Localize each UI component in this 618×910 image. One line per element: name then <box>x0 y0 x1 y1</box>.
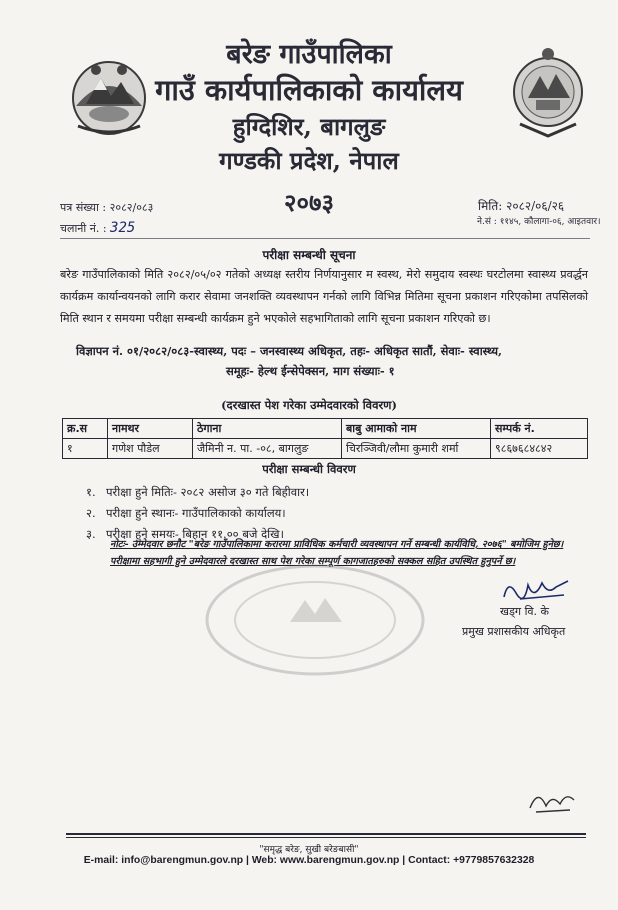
office-name: गाउँ कार्यपालिकाको कार्यालय <box>155 73 463 107</box>
signer-name: खड्ग वि. के <box>500 605 549 618</box>
letter-number-value: २०८२/०८३ <box>109 201 154 214</box>
col-address: ठेगाना <box>193 419 342 439</box>
list-item-number: १. <box>86 485 96 499</box>
cell-parents: चिरञ्जिवी/लौमा कुमारी शर्मा <box>342 439 491 459</box>
office-address: हुग्दिशिर, बागलुङ <box>232 112 386 141</box>
list-item <box>86 503 309 524</box>
bottom-initials <box>526 786 578 816</box>
candidates-table <box>62 418 588 459</box>
date-label: मिति: <box>478 199 503 213</box>
handwritten-signature <box>498 575 578 605</box>
candidates-title: (दरखास्त पेश गरेका उम्मेदवारको विवरण) <box>221 398 397 412</box>
list-item-text: परीक्षा हुने समयः- बिहान ११.०० बजे देखि। <box>106 527 284 541</box>
col-serial: क्र.स <box>63 419 108 439</box>
footer-rule <box>66 833 586 835</box>
col-contact: सम्पर्क नं. <box>491 419 588 439</box>
cell-name: गणेश पौडेल <box>108 439 193 459</box>
list-item-number: ३. <box>86 527 96 541</box>
footer-rule-thin <box>66 837 586 838</box>
list-item <box>86 482 309 503</box>
office-stamp-watermark <box>200 560 430 680</box>
dispatch-number-value: 325 <box>110 220 136 236</box>
dispatch-number <box>60 220 135 236</box>
col-parents: बाबु आमाको नाम <box>342 419 491 439</box>
cell-address: जैमिनी न. पा. -०८, बागलुङ <box>193 439 342 459</box>
list-item-text: परीक्षा हुने मितिः- २०८२ असोज ३० गते बिहीवार। <box>106 485 310 499</box>
exam-note: नोटः- उम्मेदवार छनौट "बरेङ गाउँपालिकामा करारमा प्राविधिक कर्मचारी व्यवस्थापन गर्ने सम्बन्धी कार्यविधि, २०७६" बमोजिम हुनेछ। परीक्षामा सहभागी हुने उम्मेदवारले दरखास्त साथ पेश गरेका सम्पूर्ण कागजातहरुको सक्कल सहित उपस्थित हुनुपर्ने छ। <box>110 539 564 567</box>
date-value: २०८२/०६/२६ <box>506 199 565 213</box>
municipality-name: बरेङ गाउँपालिका <box>226 39 392 70</box>
list-item-number: २. <box>86 506 96 520</box>
advertisement-line-2: समूहः- हेल्थ ईन्सेपेक्सन, माग संख्याः- १ <box>226 364 395 378</box>
header-divider <box>60 238 590 239</box>
table-header-row <box>63 419 588 439</box>
letter-date <box>478 197 564 214</box>
list-item-text: परीक्षा हुने स्थानः- गाउँपालिकाको कार्यालय। <box>106 506 286 520</box>
signer-role: प्रमुख प्रशासकीय अधिकृत <box>462 625 566 638</box>
footer-slogan: "समृद्ध बरेङ, सुखी बरेङबासी" <box>259 845 359 855</box>
notice-paragraph: बरेङ गाउँपालिकाको मिति २०८२/०५/०२ गतेको अध्यक्ष स्तरीय निर्णयानुसार म स्वस्थ, मेरो समुदाय स्वस्थः घरटोलमा स्वास्थ्य प्रवर्द्धन कार्यक्रम कार्यान्वयनको लागि करार सेवामा जनशक्ति व्यवस्थापन गर्नको लागि विभिन्न मितिमा सूचना प्रकाशन गरिएकोमा तपसिलको मिति स्थान र समयमा परीक्षा सम्बन्धी कार्यक्रम हुने भएकोले सहभागिताको लागि सूचना प्रकाशन गरिएको छ। <box>60 268 588 325</box>
exam-details-title: परीक्षा सम्बन्धी विवरण <box>262 462 356 476</box>
established-year: २०७३ <box>284 188 334 217</box>
notice-title: परीक्षा सम्बन्धी सूचना <box>262 248 356 262</box>
nepal-sambat-date: ने.सं : ११४५, कौलागा-०६, आइतवार। <box>477 217 601 227</box>
cell-contact: ९८६७६८४८४२ <box>491 439 588 459</box>
letter-number-label: पत्र संख्या : <box>60 201 107 214</box>
table-row <box>63 439 588 459</box>
dispatch-number-label: चलानी नं. : <box>60 222 107 235</box>
letter-number <box>60 200 153 215</box>
cell-serial: १ <box>63 439 108 459</box>
advertisement-line-1: विज्ञापन नं. ०१/२०८२/०८३-स्वास्थ्य, पदः – जनस्वास्थ्य अधिकृत, तहः- अधिकृत सातौं, सेवाः- स्वास्थ्य, <box>76 344 503 358</box>
province-country: गण्डकी प्रदेश, नेपाल <box>219 146 399 175</box>
col-name: नामथर <box>108 419 193 439</box>
footer-contact: E-mail: info@barengmun.gov.np | Web: www.barengmun.gov.np | Contact: +9779857632328 <box>83 855 535 866</box>
